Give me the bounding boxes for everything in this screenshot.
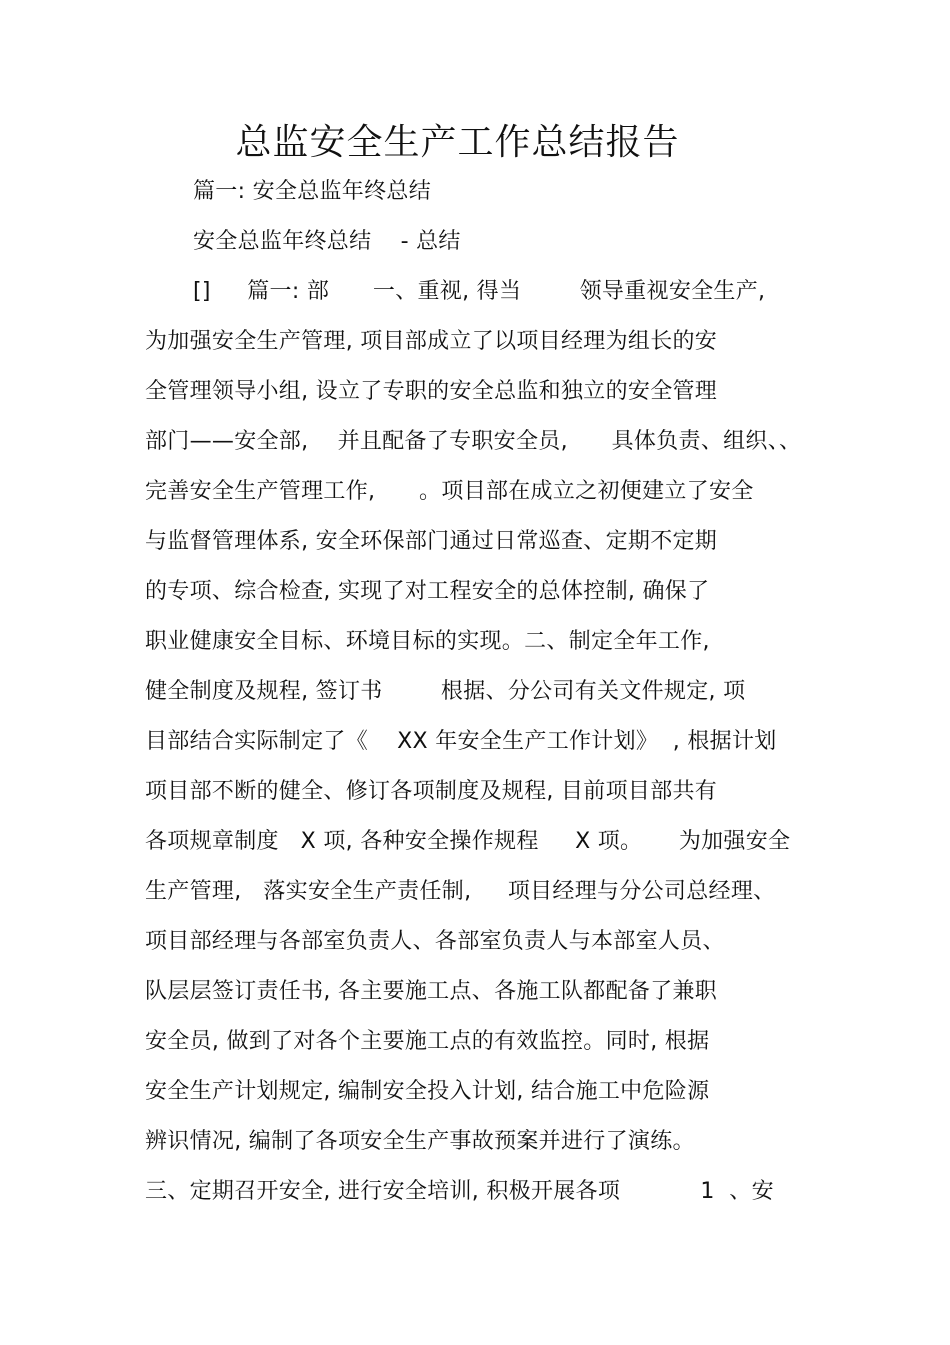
subheading: 安全总监年终总结 - 总结 [193,229,461,254]
body-line: 的专项、综合检查, 实现了对工程安全的总体控制, 确保了 [145,579,710,604]
document-title: 总监安全生产工作总结报告 [235,122,680,163]
body-line: 完善安全生产管理工作, 。项目部在成立之初便建立了安全 [145,479,754,504]
body-line: 安全员, 做到了对各个主要施工点的有效监控。同时, 根据 [145,1029,710,1054]
body-line: 三、定期召开安全, 进行安全培训, 积极开展各项 1 、安 [145,1179,774,1204]
body-line: 职业健康安全目标、环境目标的实现。二、制定全年工作, [145,629,710,654]
body-line: 生产管理, 落实安全生产责任制, 项目经理与分公司总经理、 [145,879,776,904]
section-heading: 篇一: 安全总监年终总结 [193,179,432,204]
body-line: [] 篇一: 部 一、重视, 得当 领导重视安全生产, [193,279,766,304]
body-line: 项目部不断的健全、修订各项制度及规程, 目前项目部共有 [145,779,718,804]
body-line: 与监督管理体系, 安全环保部门通过日常巡查、定期不定期 [145,529,718,554]
body-line: 为加强安全生产管理, 项目部成立了以项目经理为组长的安 [145,329,718,354]
body-line: 各项规章制度 X 项, 各种安全操作规程 X 项。 为加强安全 [145,829,791,854]
body-line: 全管理领导小组, 设立了专职的安全总监和独立的安全管理 [145,379,718,404]
body-line: 队层层签订责任书, 各主要施工点、各施工队都配备了兼职 [145,979,718,1004]
body-line: 辨识情况, 编制了各项安全生产事故预案并进行了演练。 [145,1129,695,1154]
body-line: 目部结合实际制定了《 XX 年安全生产工作计划》 , 根据计划 [145,729,777,754]
body-line: 安全生产计划规定, 编制安全投入计划, 结合施工中危险源 [145,1079,710,1104]
body-line: 项目部经理与各部室负责人、各部室负责人与本部室人员、 [145,929,725,954]
body-line: 部门——安全部, 并且配备了专职安全员, 具体负责、组织、、 [145,429,802,454]
body-line: 健全制度及规程, 签订书 根据、分公司有关文件规定, 项 [145,679,746,704]
